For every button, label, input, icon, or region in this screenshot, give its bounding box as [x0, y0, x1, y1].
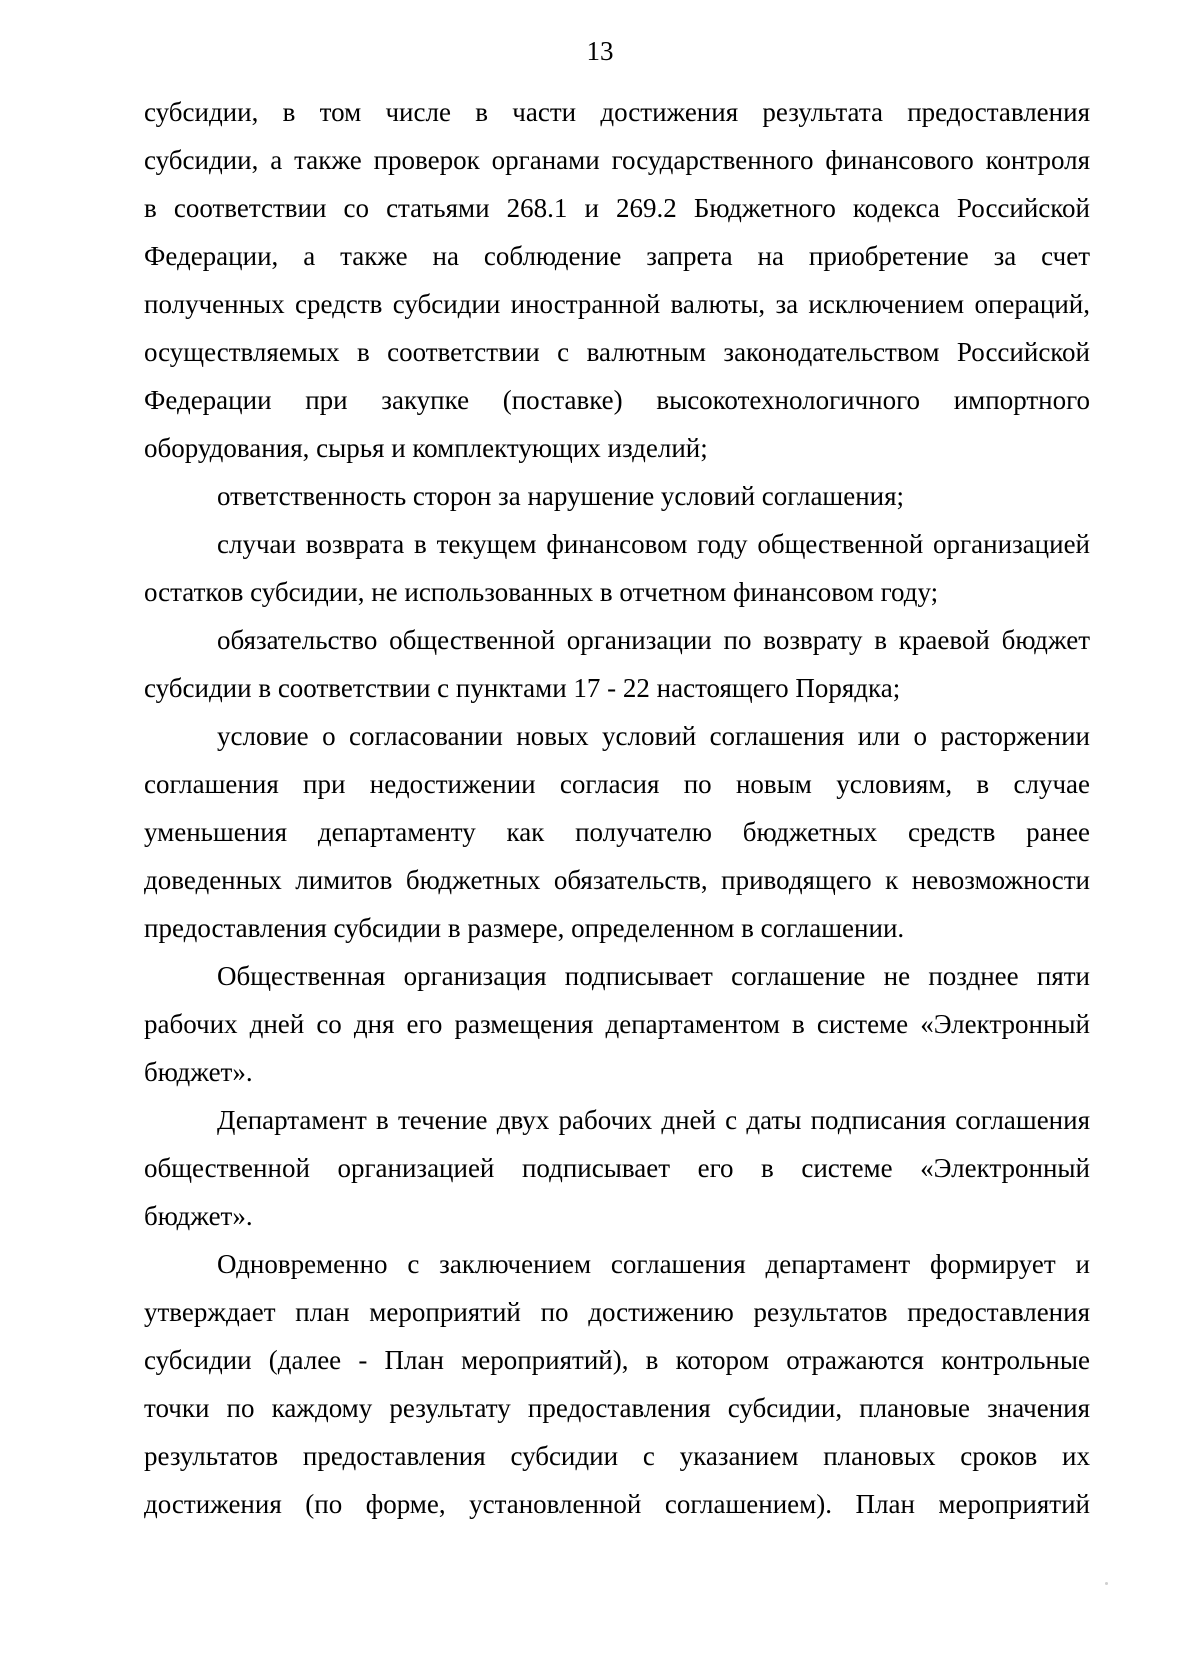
text-line: Общественная организация подписывает соглашение не позднее пяти	[217, 961, 1090, 991]
text-line: обязательство общественной организации по возврату в краевой бюджет	[217, 625, 1090, 655]
text-line: предоставления субсидии в размере, определенном в соглашении.	[144, 913, 905, 943]
text-line: уменьшения департаменту как получателю бюджетных средств ранее	[144, 817, 1090, 847]
text-line: Федерации, а также на соблюдение запрета на приобретение за счет	[144, 241, 1090, 271]
text-line: общественной организацией подписывает его в системе «Электронный	[144, 1153, 1090, 1183]
text-line: субсидии в соответствии с пунктами 17 - 22 настоящего Порядка;	[144, 673, 901, 703]
paragraph	[144, 1240, 1090, 1528]
text-line: условие о согласовании новых условий соглашения или о расторжении	[217, 721, 1090, 751]
text-line: в соответствии со статьями 268.1 и 269.2 Бюджетного кодекса Российской	[144, 193, 1090, 223]
paragraph	[144, 712, 1090, 952]
text-line: субсидии, в том числе в части достижения результата предоставления	[144, 97, 1090, 127]
text-line: Департамент в течение двух рабочих дней с даты подписания соглашения	[217, 1105, 1090, 1135]
text-line: бюджет».	[144, 1201, 253, 1231]
paragraph	[144, 616, 1090, 712]
text-line: случаи возврата в текущем финансовом году общественной организацией	[217, 529, 1090, 559]
text-line: остатков субсидии, не использованных в отчетном финансовом году;	[144, 577, 939, 607]
text-line: Одновременно с заключением соглашения департамент формирует и	[217, 1249, 1090, 1279]
text-line: полученных средств субсидии иностранной валюты, за исключением операций,	[144, 289, 1090, 319]
paragraph	[144, 520, 1090, 616]
text-line: субсидии (далее - План мероприятий), в котором отражаются контрольные	[144, 1345, 1090, 1375]
text-line: рабочих дней со дня его размещения департаментом в системе «Электронный	[144, 1009, 1090, 1039]
document-body	[144, 88, 1090, 1528]
text-line: оборудования, сырья и комплектующих изделий;	[144, 433, 708, 463]
text-line: точки по каждому результату предоставления субсидии, плановые значения	[144, 1393, 1090, 1423]
text-line: субсидии, а также проверок органами государственного финансового контроля	[144, 145, 1090, 175]
text-line: результатов предоставления субсидии с указанием плановых сроков их	[144, 1441, 1090, 1471]
text-line: Федерации при закупке (поставке) высокотехнологичного импортного	[144, 385, 1090, 415]
text-line: соглашения при недостижении согласия по новым условиям, в случае	[144, 769, 1090, 799]
paragraph	[144, 88, 1090, 472]
text-line: достижения (по форме, установленной соглашением). План мероприятий	[144, 1489, 1090, 1519]
text-line: бюджет».	[144, 1057, 253, 1087]
text-line: доведенных лимитов бюджетных обязательств, приводящего к невозможности	[144, 865, 1090, 895]
text-line: осуществляемых в соответствии с валютным законодательством Российской	[144, 337, 1090, 367]
paragraph	[144, 472, 1090, 520]
page-number: 13	[586, 36, 614, 66]
text-line: утверждает план мероприятий по достижению результатов предоставления	[144, 1297, 1090, 1327]
scan-speck	[1105, 1582, 1108, 1585]
paragraph	[144, 952, 1090, 1096]
text-line: ответственность сторон за нарушение условий соглашения;	[217, 481, 905, 511]
paragraph	[144, 1096, 1090, 1240]
